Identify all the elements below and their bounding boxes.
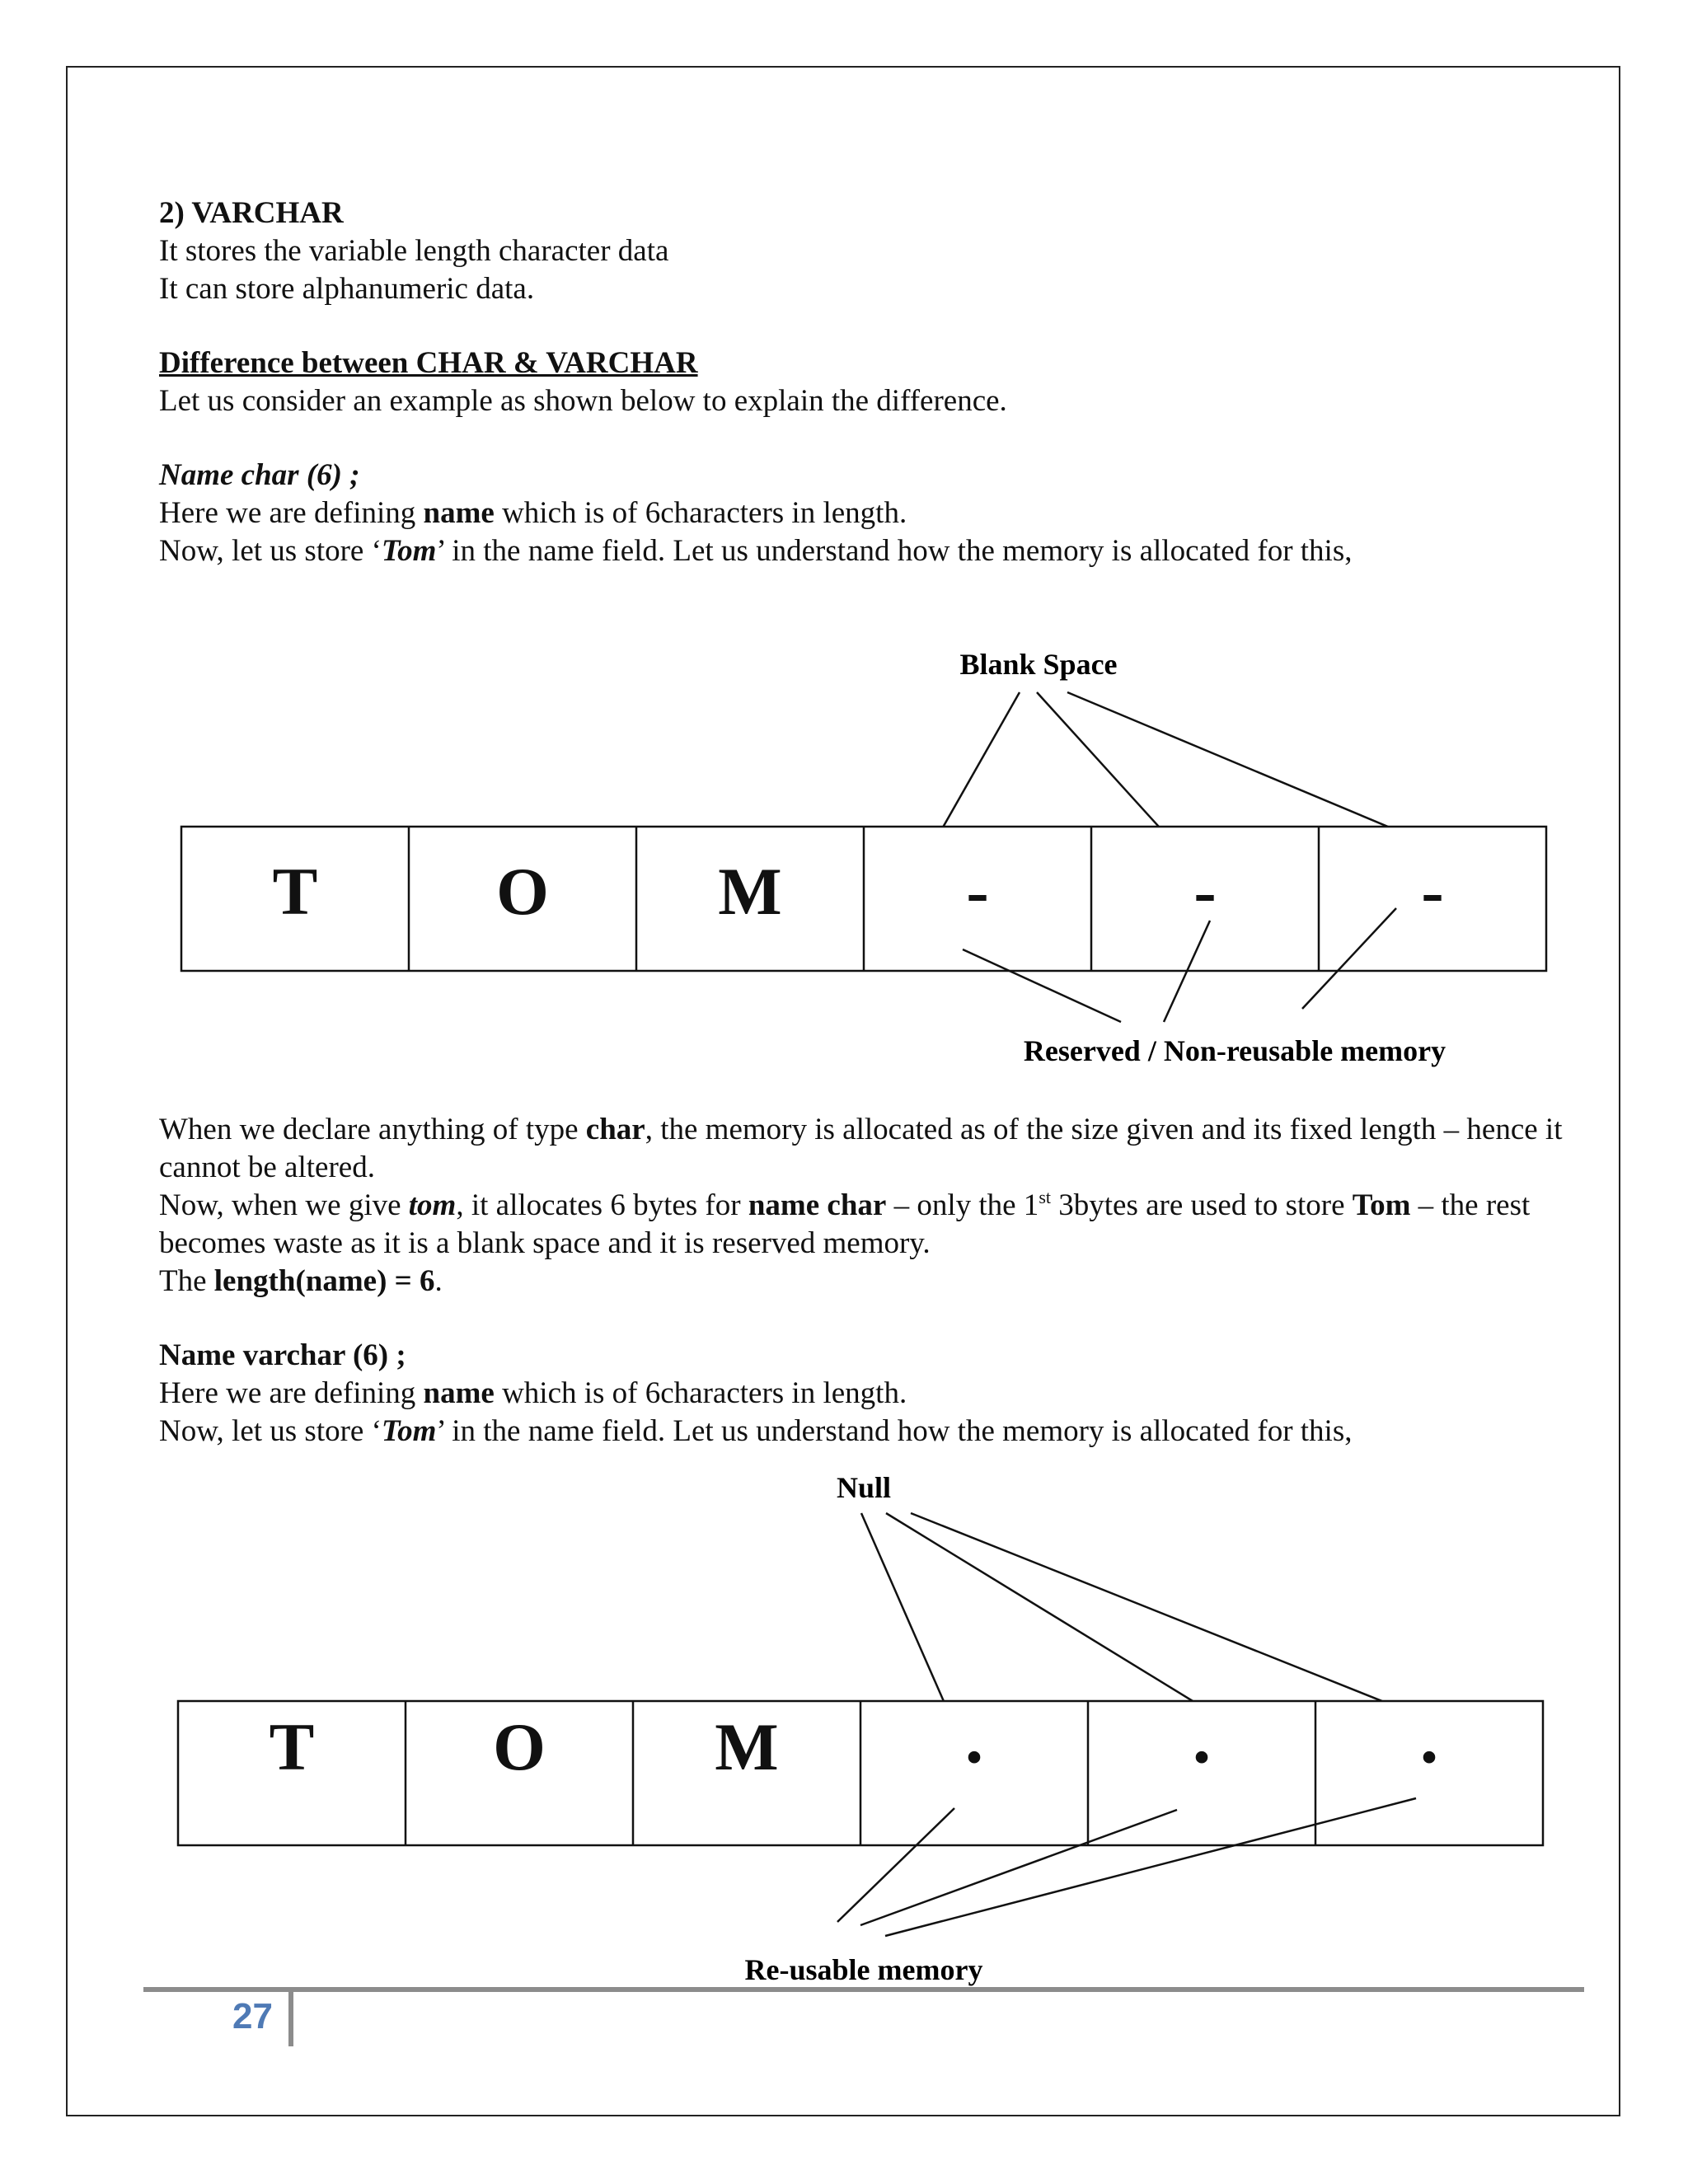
null-label: Null xyxy=(836,1471,892,1504)
char-declaration: Name char (6) ; xyxy=(159,458,360,492)
varchar-desc-line-1: It stores the variable length character data xyxy=(159,234,669,268)
char-cell-1: T xyxy=(272,853,318,929)
char-define-line: Here we are defining name which is of 6characters in length. xyxy=(159,496,907,530)
varchar-cell-5: . xyxy=(1192,1697,1212,1779)
varchar-cell-2: O xyxy=(493,1708,546,1784)
reserved-memory-label: Reserved / Non-reusable memory xyxy=(1023,1034,1447,1067)
null-pointers xyxy=(861,1513,1444,1726)
char-explanation-2: Now, when we give tom, it allocates 6 bytes for name char – only the 1st 3bytes are used to store Tom – the rest becomes waste as it is a blank space and it is reserved memory. xyxy=(159,1187,1531,1260)
varchar-cells xyxy=(178,1701,1543,1845)
char-cell-6: - xyxy=(1421,853,1444,929)
varchar-declaration: Name varchar (6) ; xyxy=(159,1338,406,1372)
char-explanation-3: The length(name) = 6. xyxy=(159,1264,443,1298)
varchar-cell-6: . xyxy=(1419,1697,1439,1779)
varchar-store-line: Now, let us store ‘Tom’ in the name field. Let us understand how the memory is allocated for this, xyxy=(159,1414,1353,1448)
blank-space-label: Blank Space xyxy=(959,648,1118,681)
varchar-define-line: Here we are defining name which is of 6characters in length. xyxy=(159,1376,907,1410)
char-cell-2: O xyxy=(496,853,549,929)
char-cells xyxy=(181,827,1546,971)
reusable-memory-label: Re-usable memory xyxy=(744,1953,983,1986)
footer-rule xyxy=(143,1987,1584,1992)
varchar-memory-diagram xyxy=(0,1467,1688,1994)
difference-heading: Difference between CHAR & VARCHAR xyxy=(159,346,698,380)
char-store-line: Now, let us store ‘Tom’ in the name field. Let us understand how the memory is allocated for this, xyxy=(159,534,1353,568)
char-explanation-1: When we declare anything of type char, the memory is allocated as of the size given and its fixed length – hence it cannot be altered. xyxy=(159,1113,1563,1184)
char-memory-diagram xyxy=(0,626,1688,1088)
varchar-cell-3: M xyxy=(715,1708,779,1784)
char-cell-5: - xyxy=(1193,853,1217,929)
char-cell-4: - xyxy=(966,853,989,929)
char-cell-3: M xyxy=(718,853,782,929)
difference-intro: Let us consider an example as shown below to explain the difference. xyxy=(159,384,1007,418)
page-number: 27 xyxy=(232,1996,273,2036)
varchar-cell-4: . xyxy=(964,1697,984,1779)
section-heading: 2) VARCHAR xyxy=(159,196,344,230)
varchar-cell-1: T xyxy=(269,1708,315,1784)
varchar-desc-line-2: It can store alphanumeric data. xyxy=(159,272,535,306)
footer-divider xyxy=(288,1992,293,2046)
